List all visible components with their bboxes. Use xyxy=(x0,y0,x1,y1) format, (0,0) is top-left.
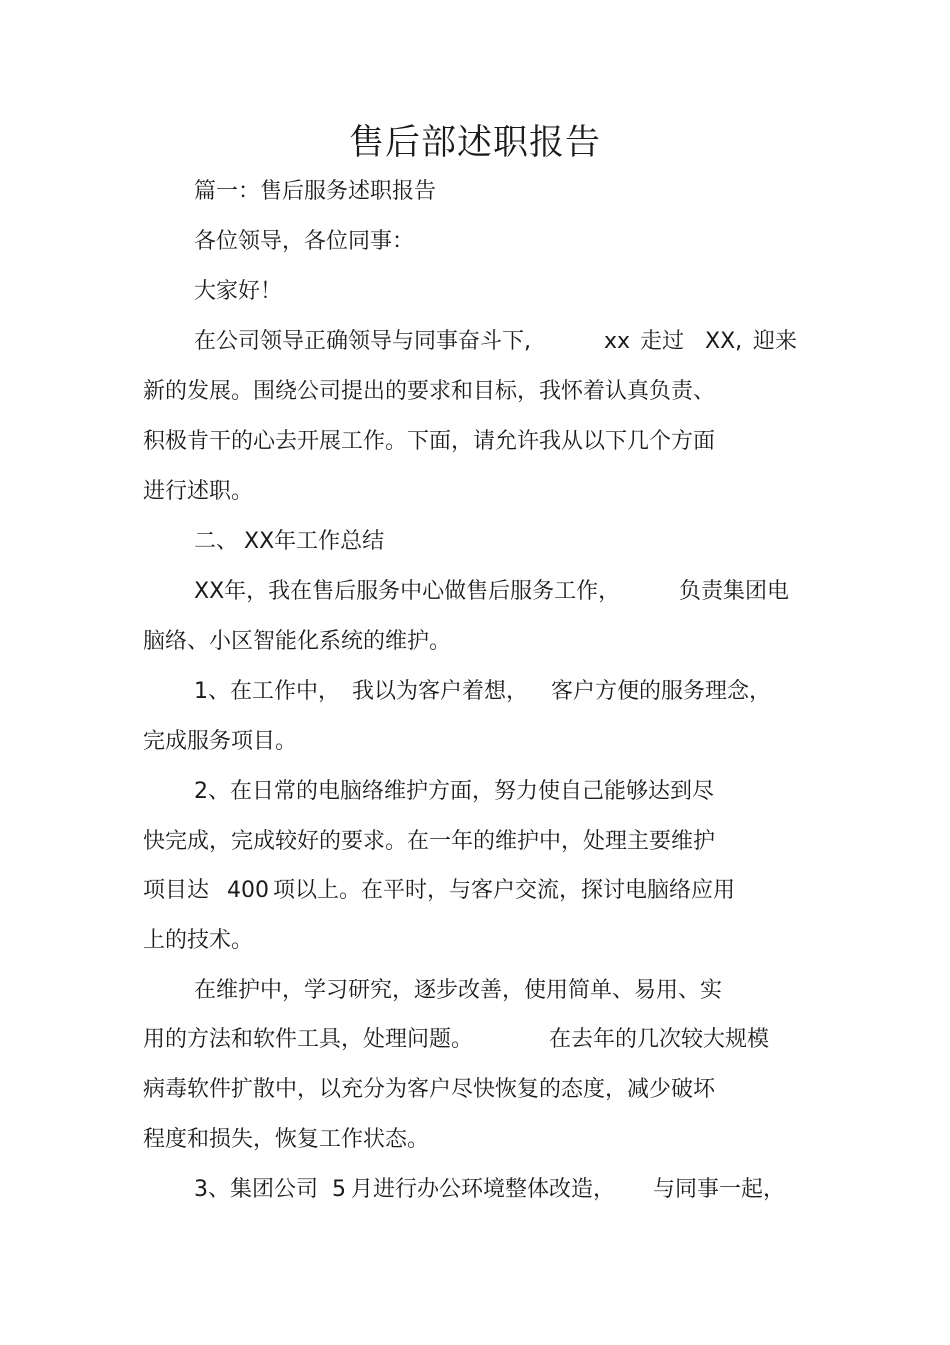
text-segment: XX年，我在售后服务中心做售后服务工作， xyxy=(194,579,621,604)
text-segment: 在去年的几次较大规模 xyxy=(549,1027,770,1052)
text-segment: 迎来 xyxy=(753,329,798,354)
text-segment: 5 xyxy=(332,1177,346,1202)
text-segment: 新的发展。围绕公司提出的要求和目标，我怀着认真负责、 xyxy=(143,379,716,404)
text-segment: 大家好！ xyxy=(194,279,283,304)
text-segment: 项目达 xyxy=(143,878,210,903)
text-segment: 病毒软件扩散中，以充分为客户尽快恢复的态度，减少破坏 xyxy=(143,1077,716,1102)
text-segment: 走过 xyxy=(640,329,685,354)
text-segment: 与同事一起， xyxy=(653,1177,786,1202)
text-segment: 项以上。在平时，与客户交流，探讨电脑络应用 xyxy=(273,878,736,903)
text-segment: 篇一：售后服务述职报告 xyxy=(194,179,437,204)
text-segment: 用的方法和软件工具，处理问题。 xyxy=(143,1027,474,1052)
text-segment: 月进行办公环境整体改造， xyxy=(351,1177,616,1202)
text-segment: 1、在工作中， xyxy=(194,679,340,704)
text-segment: 程度和损失，恢复工作状态。 xyxy=(143,1127,430,1152)
text-segment: 快完成，完成较好的要求。在一年的维护中，处理主要维护 xyxy=(143,829,716,854)
text-segment: 进行述职。 xyxy=(143,479,254,504)
text-segment: 400 xyxy=(227,878,269,903)
text-segment: 客户方便的服务理念， xyxy=(551,679,772,704)
text-segment: 2、在日常的电脑络维护方面，努力使自己能够达到尽 xyxy=(194,779,714,804)
text-segment: XX, xyxy=(705,329,743,354)
text-segment: 各位领导，各位同事： xyxy=(194,229,415,254)
text-segment: 负责集团电 xyxy=(679,579,790,604)
text-segment: 脑络、小区智能化系统的维护。 xyxy=(143,629,452,654)
text-segment: 在维护中，学习研究，逐步改善，使用简单、易用、实 xyxy=(194,978,723,1003)
text-segment: 二、 xyxy=(194,529,239,554)
text-segment: 上的技术。 xyxy=(143,928,254,953)
text-segment: 积极肯干的心去开展工作。下面，请允许我从以下几个方面 xyxy=(143,429,716,454)
text-segment: xx xyxy=(604,329,631,354)
text-segment: 完成服务项目。 xyxy=(143,729,298,754)
document-title: 售后部述职报告 xyxy=(348,123,601,163)
text-segment: XX年工作总结 xyxy=(244,529,385,554)
text-segment: 在公司领导正确领导与同事奋斗下, xyxy=(194,329,531,354)
text-segment: 我以为客户着想， xyxy=(352,679,529,704)
text-segment: 3、集团公司 xyxy=(194,1177,318,1202)
